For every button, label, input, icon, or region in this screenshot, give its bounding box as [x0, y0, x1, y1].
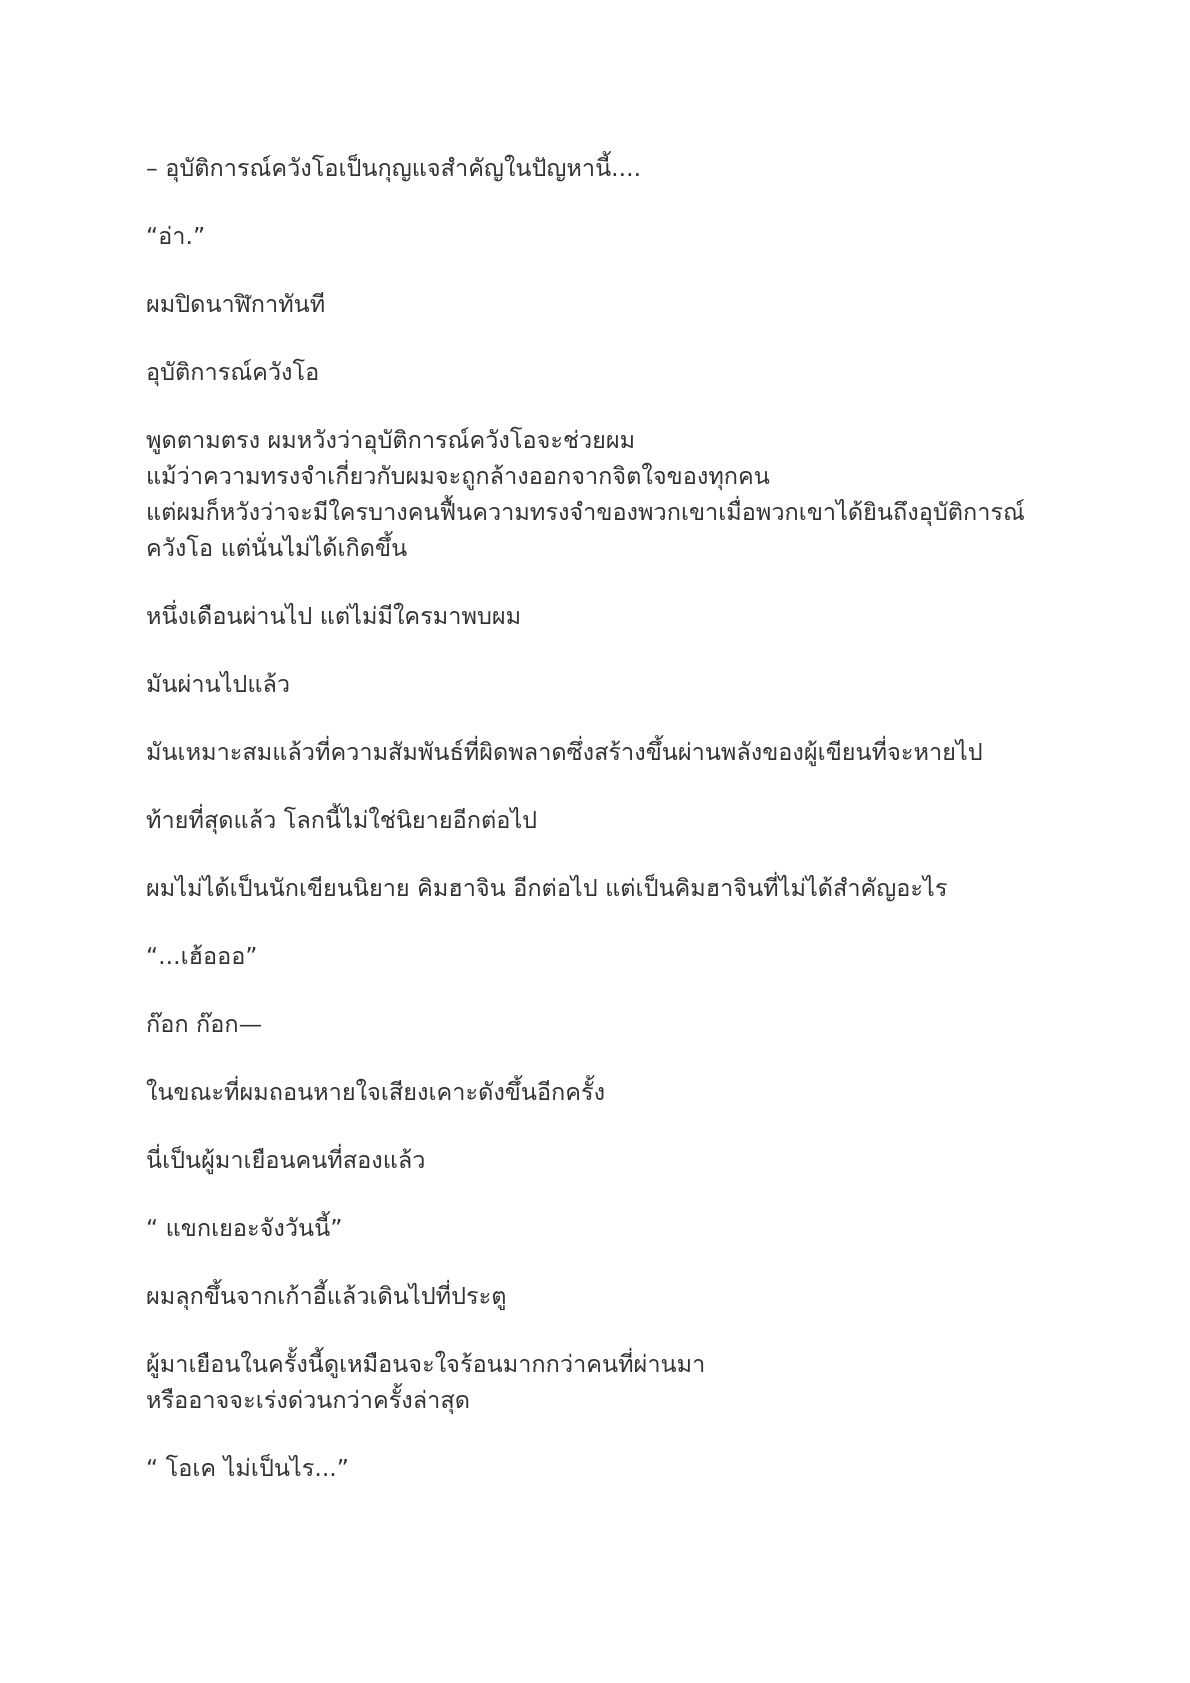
paragraph-11: “...เฮ้อออ” — [146, 942, 258, 970]
paragraph-4: อุบัติการณ์ควังโอ — [146, 358, 320, 386]
paragraph-12: ก๊อก ก๊อก— — [146, 1010, 263, 1038]
paragraph-7: มันผ่านไปแล้ว — [146, 670, 291, 698]
paragraph-9: ท้ายที่สุดแล้ว โลกนี้ไม่ใช่นิยายอีกต่อไป — [146, 806, 538, 834]
paragraph-14: นี่เป็นผู้มาเยือนคนที่สองแล้ว — [146, 1146, 426, 1174]
paragraph-16: ผมลุกขึ้นจากเก้าอี้แล้วเดินไปที่ประตู — [146, 1282, 507, 1310]
paragraph-6: หนึ่งเดือนผ่านไป แต่ไม่มีใครมาพบผม — [146, 602, 522, 630]
paragraph-13: ในขณะที่ผมถอนหายใจเสียงเคาะดังขึ้นอีกครั้ง — [146, 1078, 606, 1106]
paragraph-15: “ แขกเยอะจังวันนี้” — [146, 1214, 343, 1242]
paragraph-18: “ โอเค ไม่เป็นไร...” — [146, 1454, 349, 1482]
paragraph-8: มันเหมาะสมแล้วที่ความสัมพันธ์ที่ผิดพลาดซึ่งสร้างขึ้นผ่านพลังของผู้เขียนที่จะหายไป — [146, 738, 983, 766]
paragraph-10: ผมไม่ได้เป็นนักเขียนนิยาย คิมฮาจิน อีกต่อไป แต่เป็นคิมฮาจินที่ไม่ได้สำคัญอะไร — [146, 874, 948, 902]
paragraph-2: “อ่า.” — [146, 222, 206, 250]
paragraph-5: พูดตามตรง ผมหวังว่าอุบัติการณ์ควังโอจะช่วยผม แม้ว่าความทรงจำเกี่ยวกับผมจะถูกล้างออกจากจิตใจของทุกคน แต่ผมก็หวังว่าจะมีใครบางคนฟื้นความทรงจำของพวกเขาเมื่อพวกเขาได้ยินถึงอุบัติการณ์ ควังโอ แต่นั่นไม่ได้เกิดขึ้น — [146, 426, 1025, 562]
paragraph-3: ผมปิดนาฬิกาทันที — [146, 290, 326, 318]
paragraph-1: – อุบัติการณ์ควังโอเป็นกุญแจสำคัญในปัญหานี้.... — [146, 154, 642, 182]
document-body — [146, 150, 1066, 1518]
paragraph-17: ผู้มาเยือนในครั้งนี้ดูเหมือนจะใจร้อนมากกว่าคนที่ผ่านมา หรืออาจจะเร่งด่วนกว่าครั้งล่าสุด — [146, 1350, 706, 1414]
